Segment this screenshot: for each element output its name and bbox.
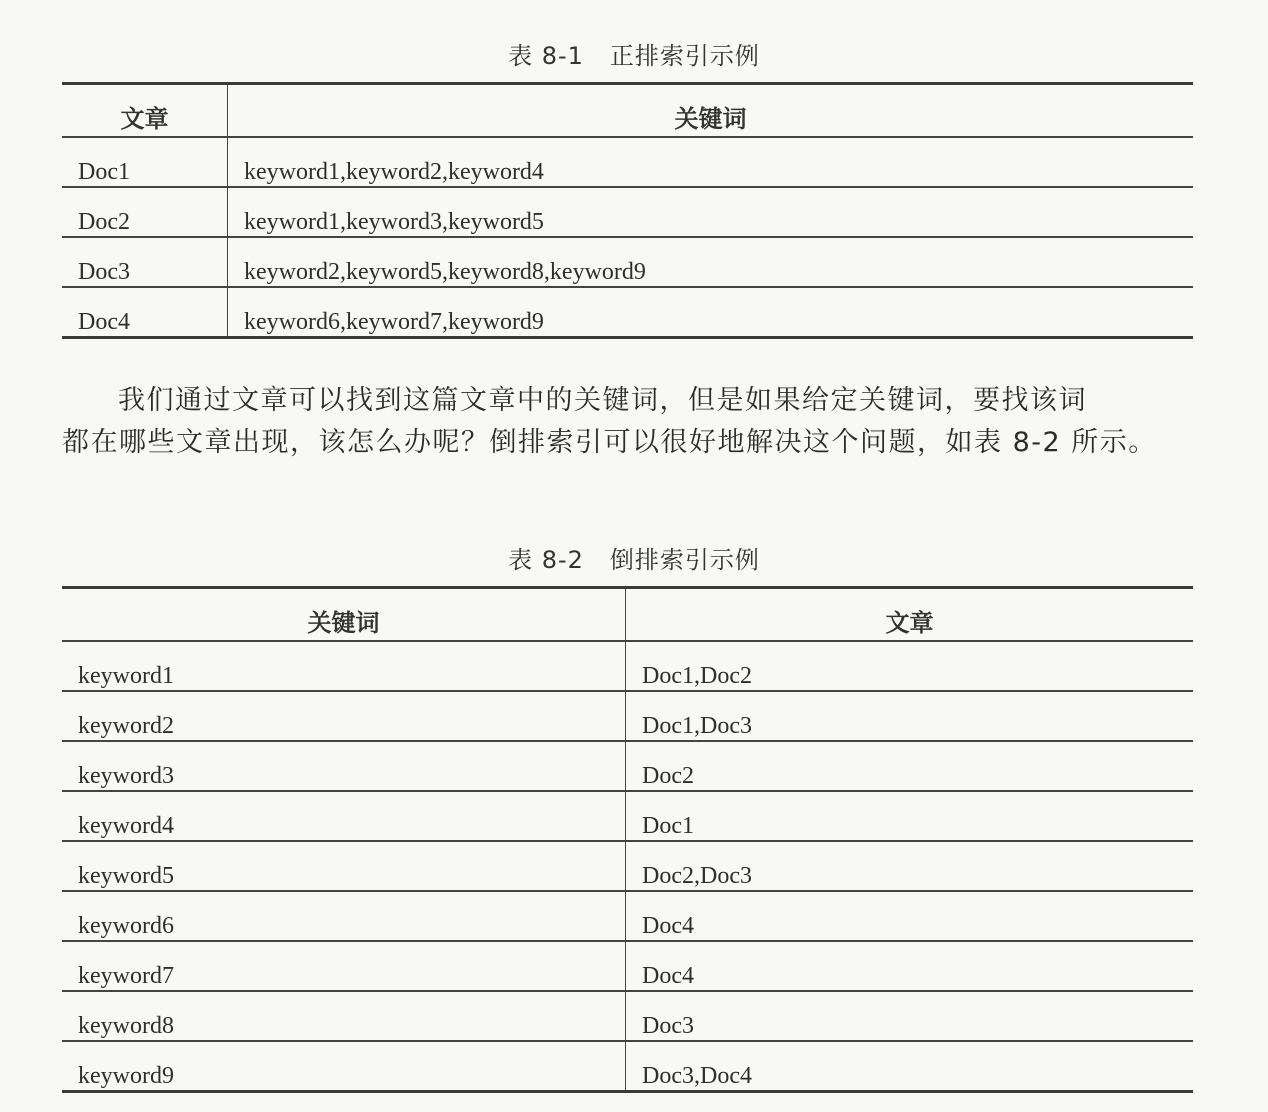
keyword-cell: keyword8 — [62, 991, 626, 1041]
table-row — [62, 941, 1193, 991]
table-header-row — [62, 588, 1193, 642]
keywords-cell: keyword1,keyword3,keyword5 — [228, 187, 1194, 237]
keyword-cell: keyword1 — [62, 641, 626, 691]
doc-cell: Doc1 — [62, 137, 228, 187]
table2-caption-number: 表 8-2 — [508, 546, 584, 574]
keyword-cell: keyword6 — [62, 891, 626, 941]
table-row — [62, 791, 1193, 841]
keywords-cell: keyword2,keyword5,keyword8,keyword9 — [228, 237, 1194, 287]
column-header-keywords: 关键词 — [228, 84, 1194, 138]
keyword-cell: keyword9 — [78, 1063, 174, 1089]
table-row — [62, 641, 1193, 691]
keyword-cell: keyword7 — [62, 941, 626, 991]
inverted-index-table — [62, 586, 1193, 1093]
paragraph-line-1: 我们通过文章可以找到这篇文章中的关键词，但是如果给定关键词，要找该词 — [118, 385, 1087, 416]
forward-index-table — [62, 82, 1193, 339]
table1-caption-number: 表 8-1 — [508, 42, 584, 70]
doc-cell: Doc4 — [78, 309, 130, 335]
keyword-cell: keyword2 — [62, 691, 626, 741]
table-row — [62, 237, 1193, 287]
table-row — [62, 137, 1193, 187]
doc-cell: Doc2 — [62, 187, 228, 237]
table-row — [62, 287, 1193, 338]
table-row — [62, 691, 1193, 741]
docs-cell: Doc3 — [626, 991, 1194, 1041]
doc-cell: Doc3 — [62, 237, 228, 287]
docs-cell: Doc2 — [626, 741, 1194, 791]
keyword-cell: keyword4 — [62, 791, 626, 841]
keywords-cell: keyword6,keyword7,keyword9 — [228, 287, 1194, 338]
body-paragraph — [62, 380, 1202, 464]
docs-cell: Doc3,Doc4 — [626, 1041, 1194, 1092]
table1-caption — [0, 36, 1268, 71]
docs-cell: Doc4 — [626, 941, 1194, 991]
column-header-keyword: 关键词 — [62, 588, 626, 642]
docs-cell: Doc4 — [626, 891, 1194, 941]
paragraph-line-2: 都在哪些文章出现，该怎么办呢？倒排索引可以很好地解决这个问题，如表 8-2 所示。 — [62, 427, 1157, 458]
table-row — [62, 991, 1193, 1041]
column-header-articles: 文章 — [626, 588, 1194, 642]
table2-caption-title: 倒排索引示例 — [609, 546, 760, 574]
table2-caption — [0, 540, 1268, 575]
docs-cell: Doc2,Doc3 — [626, 841, 1194, 891]
table-row — [62, 741, 1193, 791]
keyword-cell: keyword5 — [62, 841, 626, 891]
docs-cell: Doc1 — [626, 791, 1194, 841]
table-row — [62, 891, 1193, 941]
table-row — [62, 1041, 1193, 1092]
keyword-cell: keyword3 — [62, 741, 626, 791]
keywords-cell: keyword1,keyword2,keyword4 — [228, 137, 1194, 187]
column-header-article: 文章 — [62, 84, 228, 138]
table-row — [62, 841, 1193, 891]
table-header-row — [62, 84, 1193, 138]
docs-cell: Doc1,Doc3 — [626, 691, 1194, 741]
docs-cell: Doc1,Doc2 — [626, 641, 1194, 691]
table-row — [62, 187, 1193, 237]
table1-caption-title: 正排索引示例 — [609, 42, 760, 70]
